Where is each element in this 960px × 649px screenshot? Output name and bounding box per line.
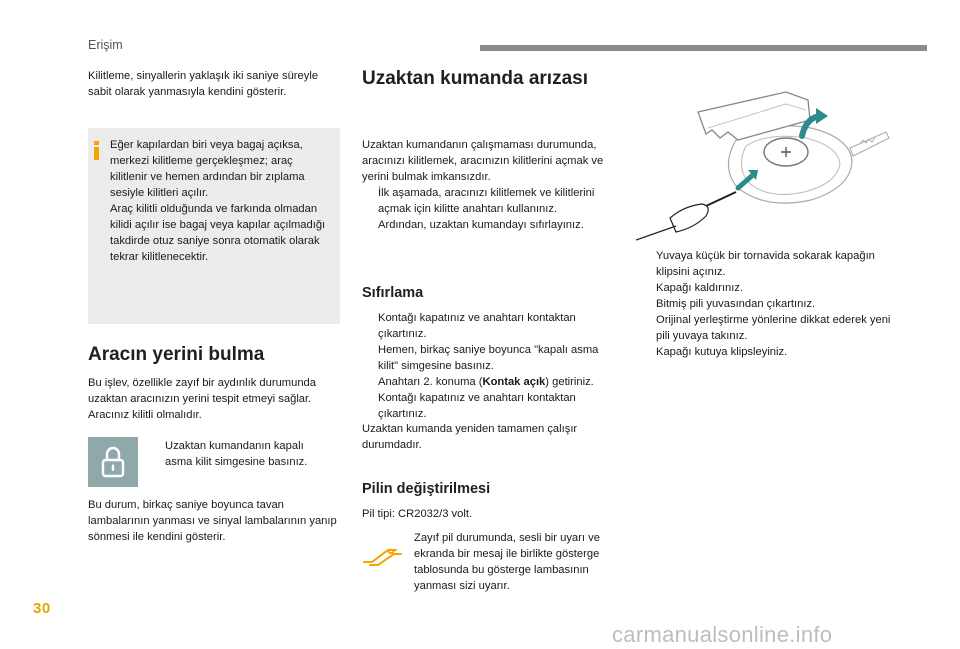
bold-term: Kontak açık: [482, 376, 546, 388]
info-text: Eğer kapılardan biri veya bagaj açıksa, merkezi kilitleme gerçekleşmez; araç kilitlenir ve hemen ardından bir zıplama sesiyle kilitleri açılır. Araç kilitli olduğunda ve farkında olmadan kilidi açılır ise bagaj veya kapılar açılmadığı takdirde otuz saniye sonra otomatik olarak tekrar kilitlenecektir.: [110, 139, 326, 263]
list-item: Kontağı kapatınız ve anahtarı kontaktan çıkartınız.: [378, 312, 576, 340]
failure-steps: [362, 185, 620, 233]
page-number: 30: [33, 600, 51, 617]
list-item: Hemen, birkaç saniye boyunca "kapalı asma kilit" simgesine basınız.: [378, 344, 599, 372]
locate-text: Bu işlev, özellikle zayıf bir aydınlık durumunda uzaktan aracınızın yerini tespit etmeyi sağlar. Aracınız kilitli olmalıdır.: [88, 377, 316, 421]
battery-type: Pil tipi: CR2032/3 volt.: [362, 508, 473, 520]
locate-step-list: [149, 438, 334, 470]
failure-text: Uzaktan kumandanın çalışmaması durumunda, aracınızı kilitlemek, aracınızın kilitlerini açmak ve yerini bulmak imkansızdır.: [362, 139, 604, 183]
padlock-closed-icon: [88, 437, 138, 487]
list-item: Ardından, uzaktan kumandayı sıfırlayınız.: [378, 219, 584, 231]
list-item: Kapağı kutuya klipsleyiniz.: [656, 346, 788, 358]
intro-text: Kilitleme, sinyallerin yaklaşık iki saniye süreyle sabit olarak yanmasıyla kendini gösterir.: [88, 70, 319, 98]
list-item: Kontağı kapatınız ve anahtarı kontaktan çıkartınız.: [378, 392, 576, 420]
list-item: Uzaktan kumandanın kapalı asma kilit simgesine basınız.: [165, 440, 308, 468]
list-item: Bitmiş pili yuvasından çıkartınız.: [656, 298, 816, 310]
section-label: Erişim: [88, 38, 123, 52]
list-item: İlk aşamada, aracınızı kilitlemek ve kilitlerini açmak için kilitte anahtarı kullanınız.: [378, 187, 595, 215]
list-item: Orijinal yerleştirme yönlerine dikkat ederek yeni pili yuvaya takınız.: [656, 314, 891, 342]
lock-tile: [88, 437, 138, 487]
header-bar: [480, 45, 927, 51]
reset-title: Sıfırlama: [362, 285, 424, 301]
watermark: carmanualsonline.info: [612, 622, 833, 647]
reset-steps: [362, 310, 620, 422]
failure-title: Uzaktan kumanda arızası: [362, 68, 588, 89]
info-icon: [93, 141, 100, 160]
locate-title: Aracın yerini bulma: [88, 344, 265, 365]
list-item: Kapağı kaldırınız.: [656, 282, 744, 294]
battery-steps: [640, 248, 902, 360]
list-item: Anahtarı 2. konuma (Kontak açık) getiriniz.: [378, 376, 594, 388]
key-battery-illustration: [636, 88, 892, 244]
battery-warning: Zayıf pil durumunda, sesli bir uyarı ve ekranda bir mesaj ile birlikte gösterge tablosunda bu gösterge lambasının yanması sizi uyarır.: [414, 532, 600, 592]
locate-result: Bu durum, birkaç saniye boyunca tavan lambalarının yanması ve sinyal lambalarının yanıp sönmesi ile kendini gösterir.: [88, 499, 337, 543]
battery-title: Pilin değiştirilmesi: [362, 481, 491, 497]
wrench-warning-icon: [362, 545, 404, 567]
list-item: Yuvaya küçük bir tornavida sokarak kapağın klipsini açınız.: [656, 250, 875, 278]
reset-result: Uzaktan kumanda yeniden tamamen çalışır durumdadır.: [362, 423, 578, 451]
